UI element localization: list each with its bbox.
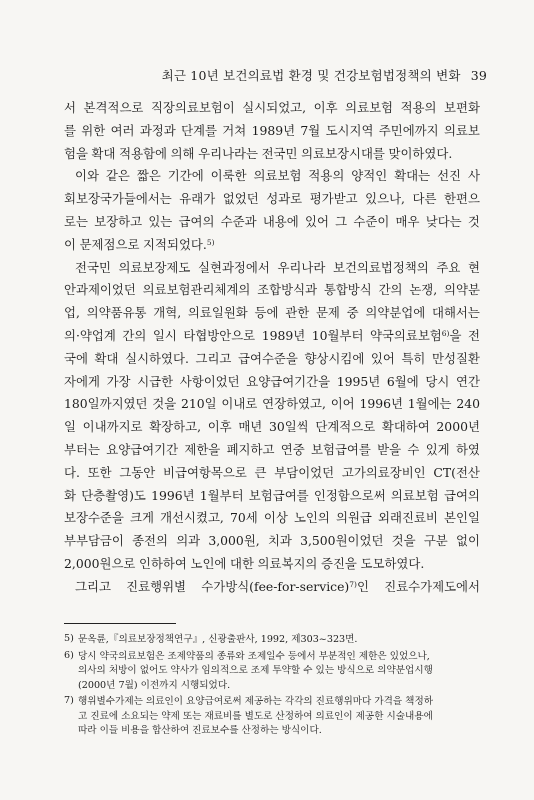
word: 2,000원으로 <box>64 555 136 571</box>
word: 이와 <box>75 168 99 184</box>
word: 보험급여를 <box>248 487 309 503</box>
word: 특히 <box>401 350 426 366</box>
word: 지적되었다.$^{5)}$ <box>143 236 215 252</box>
word: 실현과정에서 <box>198 259 270 275</box>
word: 노인의 <box>293 510 330 526</box>
word: 180일까지였던 <box>64 396 148 412</box>
word: 확대 <box>91 145 116 161</box>
word: 당시 <box>425 373 450 389</box>
word: 확대는 <box>394 168 431 184</box>
page-number: 39 <box>470 68 487 83</box>
word: 과정과 <box>139 122 176 138</box>
word: 연간 <box>456 373 480 389</box>
body-line <box>64 439 480 462</box>
body-line <box>64 279 480 302</box>
word: 진료수가제도에서 <box>384 578 480 594</box>
word: 의료복지의 <box>257 555 318 571</box>
word: 요양급여기간을 <box>246 373 331 389</box>
word: 국에 <box>64 350 88 366</box>
word: 급여수준을 <box>238 350 298 366</box>
word: 것을 <box>152 396 177 412</box>
footnote-number: 7) <box>64 695 74 706</box>
body-line <box>64 165 480 188</box>
word: 의해 <box>170 145 195 161</box>
word: 실시되었고, <box>242 100 307 115</box>
word: 통합방식 <box>323 282 372 298</box>
word: 수준이 <box>353 213 390 229</box>
footnote <box>64 695 480 739</box>
body-line <box>64 530 480 553</box>
word: 적용함에 <box>119 145 167 161</box>
word: CT(전산 <box>433 464 480 480</box>
word: 전국민 <box>75 259 111 275</box>
word: 수준과 <box>220 213 257 229</box>
word: 개혁, <box>153 305 182 321</box>
word: 간의 <box>378 282 403 298</box>
footnote-number: 6) <box>64 649 74 661</box>
word: 양적인 <box>351 168 388 184</box>
body-line <box>64 257 480 280</box>
footnote-text <box>78 695 480 739</box>
word: 연중 <box>280 441 305 457</box>
word: 비급여항목으로 <box>163 464 247 480</box>
word: 의·약업계 <box>64 327 116 343</box>
word: 구분 <box>423 533 448 549</box>
word: 중 <box>346 305 359 321</box>
word: 전국민 <box>261 145 298 161</box>
footnote-line: 당시 약국의료보험은 조제약품의 종류와 조제일수 등에서 부분적인 제한은 있었으나, <box>78 650 430 662</box>
word: 있으나, <box>365 191 405 207</box>
word: 시급한 <box>137 373 174 389</box>
body-line <box>64 507 480 530</box>
word: 도시지역 <box>325 122 374 138</box>
footnote-line: 문옥륜,『의료보장정책연구』, 신광출판사, 1992, 제303~323면. <box>78 634 358 645</box>
word: 관한 <box>285 305 310 321</box>
word: 노인에 <box>190 555 227 571</box>
word: 전 <box>468 327 480 343</box>
body-line <box>64 325 480 348</box>
body-line <box>64 576 480 599</box>
footnote-text <box>78 650 480 694</box>
word: 보장하고 <box>94 213 143 229</box>
word: 이후 <box>207 419 232 435</box>
word: 거쳐 <box>222 122 247 138</box>
body-line <box>64 188 480 211</box>
word: 현 <box>467 259 480 275</box>
word: 큰 <box>254 464 267 480</box>
word: 없이 <box>455 533 480 549</box>
word: 도모하였다. <box>360 555 425 571</box>
word: 요양급여기간 <box>106 441 179 457</box>
body-line <box>64 393 480 416</box>
body-text <box>64 97 480 599</box>
word: 의료보험 <box>253 168 302 184</box>
footnote <box>64 650 480 694</box>
word: 그리고 <box>195 350 232 366</box>
word: 를 <box>64 122 76 138</box>
word: 조합방식과 <box>257 282 318 298</box>
running-header <box>162 66 487 84</box>
body-line <box>64 302 480 325</box>
word: 맞이하였다. <box>388 145 453 161</box>
word: 부부담금이 <box>64 533 124 549</box>
word: 단계를 <box>181 122 217 138</box>
body-line <box>64 234 480 257</box>
word: 의료보장제도 <box>118 259 191 275</box>
word: 내용에 <box>262 213 299 229</box>
word: 평가받고 <box>309 191 358 207</box>
footnote-line: (2000년 7월) 이전까지 시행되었다. <box>78 679 231 691</box>
word: 위한 <box>81 122 106 138</box>
running-title: 최근 10년 보건의료법 환경 및 건강보험법정책의 변화 <box>161 68 461 83</box>
word: 짧은 <box>136 168 161 184</box>
word: 6월에 <box>386 373 419 389</box>
word: 의원급 <box>335 510 372 526</box>
word: 가장 <box>106 373 131 389</box>
word: 증진을 <box>320 555 357 571</box>
word: 의료보험관리체계의 <box>142 282 251 298</box>
footnote-line: 고 진료에 소요되는 약제 또는 재료비를 별도로 산정하여 의료인이 제공한 시술내용에 <box>78 710 433 722</box>
footnote-ref: 7) <box>349 579 357 589</box>
word: 의료보장시대를 <box>301 145 385 161</box>
word: 1월부터 <box>199 487 244 503</box>
word: 일 <box>64 419 76 435</box>
word: 240 <box>456 396 480 412</box>
word: 3,500원이었던 <box>300 533 384 549</box>
word: 2000년 <box>436 419 480 435</box>
word: 의약분 <box>444 282 480 298</box>
word: 30일씩 <box>268 419 309 435</box>
word: 개선시켰고, <box>160 510 224 526</box>
word: 의약분업에 <box>365 305 426 321</box>
word: 문제 <box>315 305 340 321</box>
word: 이내로 <box>221 396 258 412</box>
footnote-line: 의사의 처방이 없어도 약사가 임의적으로 조제 투약할 수 있는 방식으로 의약분업시행 <box>78 665 433 676</box>
word: 있는 <box>148 213 173 229</box>
word: 의료보험 <box>345 100 394 115</box>
body-line <box>64 348 480 371</box>
word: 1989년 <box>251 122 296 138</box>
word: 서 <box>64 100 76 115</box>
word: 적용의 <box>308 168 345 184</box>
word: 수 <box>407 441 420 457</box>
word: 있어 <box>304 213 329 229</box>
word: 대한 <box>229 555 254 571</box>
word: 1989년 <box>261 327 306 343</box>
word: 적용의 <box>400 100 437 115</box>
word: 이후 <box>313 100 338 115</box>
word: 주민에까지 <box>378 122 439 138</box>
word: 이 <box>64 236 76 252</box>
word: 단층촬영)도 <box>81 487 146 503</box>
word: 여러 <box>110 122 135 138</box>
word: 급여의 <box>443 487 480 503</box>
word: 하였 <box>455 441 480 457</box>
word: 로는 <box>64 213 88 229</box>
body-line <box>64 485 480 508</box>
word: 고가의료장비인 <box>341 464 426 480</box>
word: 사 <box>468 168 480 184</box>
body-line <box>64 97 480 120</box>
body-line <box>64 120 480 143</box>
body-line <box>64 416 480 439</box>
word: 실시하였다. <box>125 350 189 366</box>
word: 다른 <box>412 191 437 207</box>
word: 사항이었던 <box>179 373 240 389</box>
word: 만성질환 <box>432 350 480 366</box>
word: 폐지하고 <box>226 441 275 457</box>
footnote-ref: 5) <box>206 237 215 247</box>
word: 의료일원화 <box>187 305 248 321</box>
word: 업, <box>64 305 80 321</box>
word: 이룩한 <box>210 168 247 184</box>
footnotes <box>64 633 480 741</box>
word: 진료행위별 <box>126 578 187 594</box>
word: 받을 <box>377 441 402 457</box>
word: 1996년 <box>151 487 195 503</box>
word: 선진 <box>437 168 462 184</box>
word: 있게 <box>425 441 450 457</box>
word: 자에게 <box>64 373 100 389</box>
word: 확장하고, <box>149 419 202 435</box>
word: 같은 <box>105 168 130 184</box>
word: 크게 <box>129 510 154 526</box>
word: 1996년 <box>359 396 403 412</box>
word: 성과로 <box>266 191 303 207</box>
word: 10월부터 <box>311 327 364 343</box>
body-line <box>64 211 480 234</box>
word: 본격적으로 <box>83 100 144 115</box>
word: 우리나라는 <box>198 145 258 161</box>
word: 약국의료보험$^{6)}$을 <box>369 327 462 343</box>
word: 인하하여 <box>138 555 187 571</box>
word: 회보장국가들에서는 <box>64 191 172 207</box>
word: 주요 <box>436 259 461 275</box>
word: 화 <box>64 487 76 503</box>
word: 1995년 <box>336 373 381 389</box>
word: 없었던 <box>222 191 259 207</box>
word: 그동안 <box>119 464 156 480</box>
word: 수가방식(fee-for-service)$^{7)}$인 <box>201 578 369 594</box>
word: 이어 <box>330 396 355 412</box>
word: 부터는 <box>64 441 100 457</box>
body-line <box>64 462 480 485</box>
word: 인정함으로써 <box>313 487 386 503</box>
footnote <box>64 633 480 648</box>
word: 그리고 <box>75 578 111 594</box>
word: 간의 <box>122 327 147 343</box>
word: 안과제이었던 <box>64 282 136 298</box>
word: 것 <box>467 213 480 229</box>
word: 210일 <box>181 396 217 412</box>
word: 다. <box>64 464 80 480</box>
word: 우리나라 <box>277 259 326 275</box>
word: 확대 <box>94 350 119 366</box>
word: 유래가 <box>179 191 216 207</box>
word: 일시 <box>152 327 177 343</box>
word: 대해서는 <box>431 305 480 321</box>
word: 보건의료법정책의 <box>332 259 429 275</box>
footnote-divider <box>64 623 176 624</box>
word: 의과 <box>176 533 201 549</box>
word: 단계적으로 <box>315 419 376 435</box>
word: 1월에는 <box>407 396 452 412</box>
word: 이상 <box>263 510 288 526</box>
word: 의료보 <box>443 122 480 138</box>
word: 보험급여를 <box>311 441 371 457</box>
word: 매년 <box>238 419 263 435</box>
word: 매우 <box>395 213 420 229</box>
word: 연장하였고, <box>262 396 326 412</box>
word: 치과 <box>267 533 292 549</box>
word: 제한을 <box>184 441 221 457</box>
word: 것을 <box>391 533 416 549</box>
word: 이내까지로 <box>82 419 143 435</box>
word: 급여의 <box>178 213 215 229</box>
footnote-text <box>78 633 480 648</box>
word: 그 <box>335 213 348 229</box>
body-line <box>64 553 480 576</box>
word: 3,000원, <box>208 533 260 549</box>
word: 험을 <box>64 145 88 161</box>
word: 7월 <box>300 122 321 138</box>
word: 보편화 <box>444 100 480 115</box>
footnote-number: 5) <box>64 633 74 644</box>
body-line <box>64 143 480 166</box>
word: 직장의료보험이 <box>150 100 235 115</box>
footnote-line: 행위별수가제는 의료인이 요양급여로써 제공하는 각각의 진료행위마다 가격을 책정하 <box>78 696 433 707</box>
word: 등에 <box>254 305 279 321</box>
word: 외래진료비 <box>378 510 438 526</box>
word: 확대하여 <box>381 419 430 435</box>
word: 타협방안으로 <box>183 327 256 343</box>
word: 보장수준을 <box>64 510 124 526</box>
footnote-ref: 6) <box>441 328 450 338</box>
word: 있어 <box>370 350 395 366</box>
word: 본인일 <box>444 510 480 526</box>
word: 낮다는 <box>425 213 462 229</box>
word: 의약품유통 <box>86 305 147 321</box>
word: 70세 <box>229 510 258 526</box>
body-line <box>64 371 480 394</box>
word: 의료보험 <box>390 487 439 503</box>
word: 종전의 <box>132 533 168 549</box>
word: 한편으 <box>444 191 480 207</box>
word: 문제점으로 <box>79 236 140 252</box>
word: 논쟁, <box>409 282 438 298</box>
footnote-line: 따라 이들 비용을 합산하여 진료보수를 산정하는 방식이다. <box>78 725 322 736</box>
word: 부담이었던 <box>274 464 335 480</box>
word: 또한 <box>87 464 112 480</box>
word: 기간에 <box>167 168 204 184</box>
word: 향상시킴에 <box>304 350 365 366</box>
